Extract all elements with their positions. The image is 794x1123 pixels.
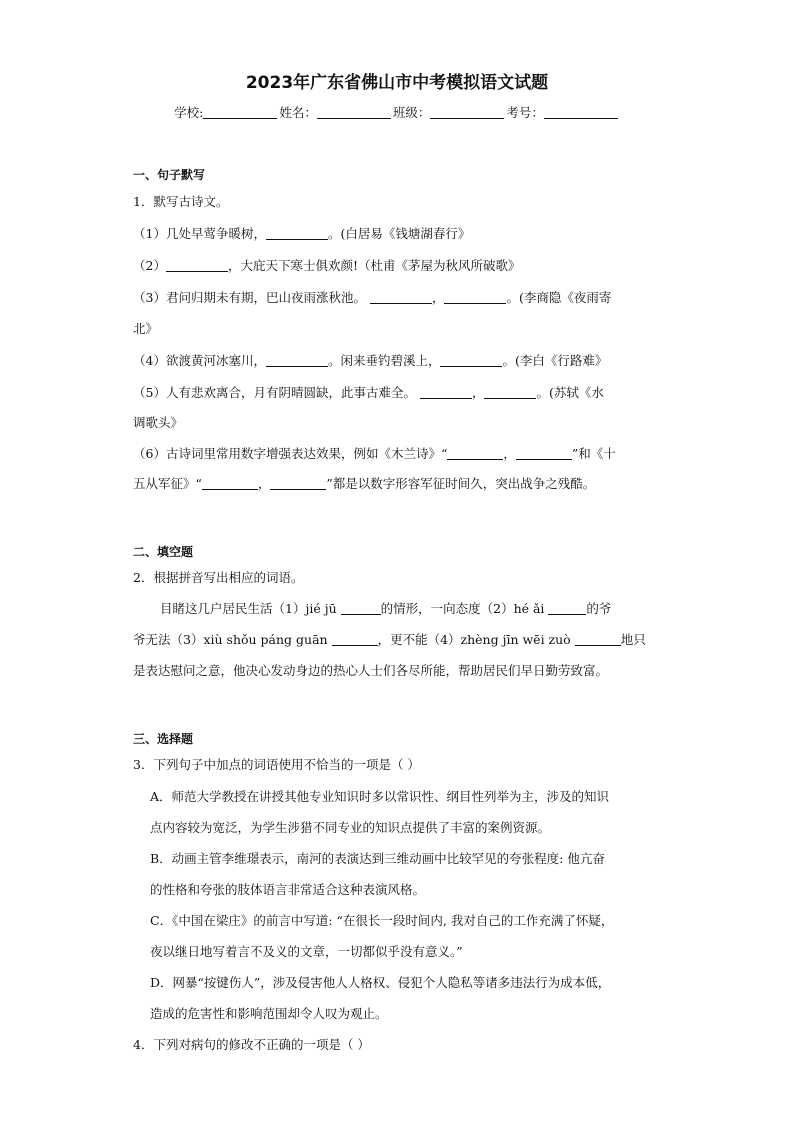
- q1-line-5-c: 。(苏轼《水: [536, 385, 604, 400]
- q2-p2-a: 爷无法（3）xiù shǒu páng guān: [133, 632, 328, 647]
- answer-blank[interactable]: [444, 291, 506, 304]
- question-2-stem: 2．根据拼音写出相应的词语。: [133, 570, 304, 585]
- student-info-line: [0, 103, 794, 121]
- q1-line-5: [133, 383, 668, 401]
- exam-no-label: 考号：: [506, 105, 544, 120]
- q1-line-3-a: （3）君问归期未有期，巴山夜雨涨秋池。: [133, 290, 366, 305]
- option-b-line-1[interactable]: B．动画主管李维璟表示，南河的表演达到三维动画中比较罕见的夸张程度: 他亢奋: [150, 851, 605, 866]
- name-label: 姓名：: [279, 105, 317, 120]
- q1-line-4-c: 。(李白《行路难》: [502, 353, 608, 368]
- answer-blank[interactable]: [341, 602, 381, 615]
- option-a-line-2: 点内容较为宽泛，为学生涉猎不同专业的知识点提供了丰富的案例资源。: [150, 820, 551, 835]
- answer-blank[interactable]: [266, 354, 328, 367]
- q1-line-2: [133, 256, 668, 274]
- q2-p1-b: 的情形，一向态度（2）hé ǎi: [380, 601, 545, 616]
- q1-line-3-b: ，: [431, 290, 445, 305]
- section-heading-2: 二、填空题: [133, 545, 194, 559]
- q1-line-6-f: ”都是以数字形容军征时间久，突出战争之残酷。: [326, 476, 596, 491]
- q1-line-6-cont: [133, 474, 668, 492]
- q1-line-1-a: （1）几处早莺争暖树，: [133, 226, 266, 241]
- section-heading-3: 三、选择题: [133, 732, 194, 746]
- answer-blank[interactable]: [447, 447, 503, 460]
- option-c-line-2: 夜以继日地写着言不及义的文章，一切都似乎没有意义。”: [150, 944, 463, 959]
- answer-blank[interactable]: [370, 291, 432, 304]
- q2-p2-b: ，更不能（4）zhèng jīn wēi zuò: [377, 632, 571, 647]
- option-b-line-2: 的性格和夸张的肢体语言非常适合这种表演风格。: [150, 882, 426, 897]
- answer-blank[interactable]: [202, 477, 258, 490]
- question-3-stem: 3．下列句子中加点的词语使用不恰当的一项是（ ）: [133, 757, 420, 772]
- q1-line-3-cont: 北》: [133, 321, 159, 336]
- q1-line-2-b: ，大庇天下寒士俱欢颜!（杜甫《茅屋为秋风所破歌》: [227, 258, 521, 273]
- answer-blank[interactable]: [270, 477, 326, 490]
- q1-line-4-b: 。闲来垂钓碧溪上，: [327, 353, 441, 368]
- answer-blank[interactable]: [548, 602, 586, 615]
- answer-blank[interactable]: [575, 633, 621, 646]
- q1-line-2-a: （2）: [133, 258, 166, 273]
- q1-line-4-a: （4）欲渡黄河冰塞川，: [133, 353, 266, 368]
- option-d-line-2: 造成的危害性和影响范围却令人叹为观止。: [150, 1006, 388, 1021]
- class-blank[interactable]: [430, 106, 504, 119]
- q1-line-4: [133, 351, 668, 369]
- name-blank[interactable]: [317, 106, 391, 119]
- q2-p1-a: 目睹这几户居民生活（1）jié jū: [160, 601, 337, 616]
- q1-line-3: [133, 288, 668, 306]
- answer-blank[interactable]: [440, 354, 502, 367]
- answer-blank[interactable]: [166, 259, 228, 272]
- q1-line-6-a: （6）古诗词里常用数字增强表达效果，例如《木兰诗》“: [133, 446, 448, 461]
- answer-blank[interactable]: [484, 386, 536, 399]
- question-1-stem: 1．默写古诗文。: [133, 194, 229, 209]
- q1-line-6: [133, 444, 668, 462]
- q1-line-1: [133, 224, 668, 242]
- option-a-line-1[interactable]: A．师范大学教授在讲授其他专业知识时多以常识性、纲目性列举为主，涉及的知识: [150, 789, 610, 804]
- q2-para-line-2: [133, 630, 668, 648]
- q2-para-line-3: 是表达慰问之意，他决心发动身边的热心人士们各尽所能，帮助居民们早日勤劳致富。: [133, 663, 609, 678]
- option-c-line-1[interactable]: C．《中国在梁庄》的前言中写道: “在很长一段时间内, 我对自己的工作充满了怀疑，: [150, 913, 614, 928]
- school-blank[interactable]: [203, 106, 277, 119]
- option-d-line-1[interactable]: D．网暴“按键伤人”，涉及侵害他人人格权、侵犯个人隐私等诸多违法行为成本低，: [150, 975, 611, 990]
- q1-line-5-cont: 调歌头》: [133, 415, 184, 430]
- q1-line-6-c: ”和《十: [571, 446, 616, 461]
- q1-line-6-b: ，: [503, 446, 516, 461]
- answer-blank[interactable]: [266, 227, 328, 240]
- class-label: 班级：: [392, 105, 431, 120]
- answer-blank[interactable]: [516, 447, 572, 460]
- q1-line-5-b: ，: [471, 385, 485, 400]
- q1-line-6-d: 五从军征》“: [133, 476, 202, 491]
- q2-p1-c: 的爷: [586, 601, 612, 616]
- question-4-stem: 4．下列对病句的修改不正确的一项是（ ）: [133, 1037, 370, 1052]
- school-label: 学校:: [174, 105, 204, 120]
- q1-line-5-a: （5）人有悲欢离合，月有阴晴圆缺，此事古难全。: [133, 385, 416, 400]
- answer-blank[interactable]: [420, 386, 472, 399]
- q2-para-line-1: [160, 599, 670, 617]
- q2-p2-c: 地只: [620, 632, 646, 647]
- q1-line-3-c: 。(李商隐《夜雨寄: [506, 290, 612, 305]
- exam-no-blank[interactable]: [544, 106, 618, 119]
- q1-line-6-e: ，: [257, 476, 271, 491]
- q1-line-1-b: 。(白居易《钱塘湖春行》: [327, 226, 471, 241]
- section-heading-1: 一、句子默写: [133, 168, 206, 182]
- page-title: 2023年广东省佛山市中考模拟语文试题: [245, 73, 549, 93]
- answer-blank[interactable]: [332, 633, 378, 646]
